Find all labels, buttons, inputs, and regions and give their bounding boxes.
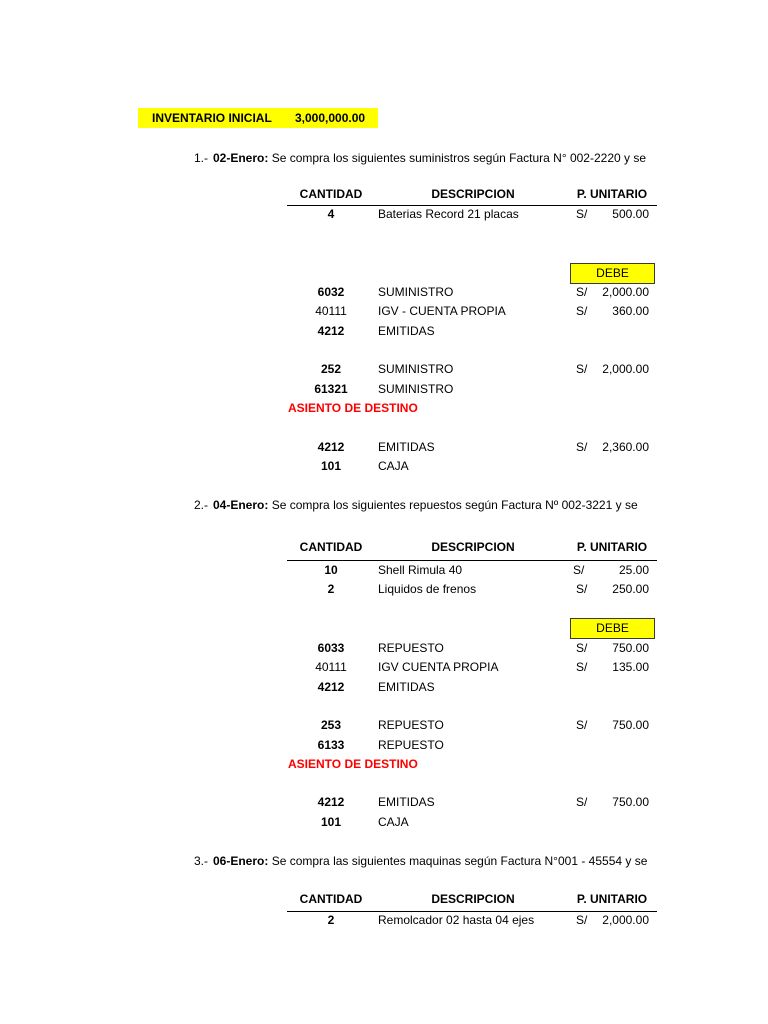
account-name: IGV - CUENTA PROPIA (378, 304, 506, 318)
account-code: 40111 (315, 304, 347, 318)
inventario-inicial-cell (138, 108, 378, 128)
currency: S/ (576, 660, 588, 674)
journal-entry-row (287, 737, 657, 753)
journal-entry-row (287, 458, 657, 474)
section-1-number: 1.- (193, 151, 208, 165)
header-descripcion: DESCRIPCION (431, 187, 515, 201)
account-code: 4212 (317, 440, 345, 454)
account-name: CAJA (378, 815, 409, 829)
amount: 2,000.00 (602, 285, 649, 299)
product-descripcion: Baterias Record 21 placas (378, 207, 519, 221)
inventario-inicial-value: 3,000,000.00 (295, 111, 366, 125)
section-2-text: Se compra los siguientes repuestos según Factura Nº 002-3221 y se (271, 498, 638, 512)
account-name: REPUESTO (378, 641, 444, 655)
product-precio: 2,000.00 (602, 913, 649, 927)
inventario-inicial-label: INVENTARIO INICIAL (152, 111, 272, 125)
section-1-table-header (287, 186, 657, 202)
section-3-date: 06-Enero: (213, 854, 269, 868)
section-1-text: Se compra los siguientes suministros según Factura N° 002-2220 y se (271, 151, 647, 165)
section-1-product-row (287, 206, 657, 222)
product-descripcion: Remolcador 02 hasta 04 ejes (378, 913, 535, 927)
section-2-debe-header: DEBE (570, 618, 655, 639)
account-code: 4212 (317, 324, 345, 338)
amount: 750.00 (612, 641, 649, 655)
header-p-unitario: P. UNITARIO (576, 187, 648, 201)
account-code: 61321 (314, 382, 348, 396)
account-name: CAJA (378, 459, 409, 473)
section-3-table-header (287, 891, 657, 907)
journal-entry-row (287, 303, 657, 319)
journal-entry-row (287, 323, 657, 339)
amount: 135.00 (612, 660, 649, 674)
account-name: SUMINISTRO (378, 285, 454, 299)
product-moneda: S/ (573, 563, 585, 577)
journal-entry-row (287, 640, 657, 656)
account-name: SUMINISTRO (378, 362, 454, 376)
currency: S/ (576, 641, 588, 655)
account-name: EMITIDAS (378, 795, 435, 809)
section-2-number: 2.- (193, 498, 208, 512)
account-name: EMITIDAS (378, 440, 435, 454)
product-precio: 25.00 (618, 563, 649, 577)
section-2-product-row (287, 581, 657, 597)
section-2-asiento-destino-label: ASIENTO DE DESTINO (288, 757, 418, 771)
amount: 360.00 (612, 304, 649, 318)
account-code: 6133 (317, 738, 345, 752)
currency: S/ (576, 362, 588, 376)
journal-entry-row (287, 717, 657, 733)
section-1-debe-header: DEBE (570, 263, 655, 284)
section-2-product-row (287, 562, 657, 578)
section-3-product-row (287, 912, 657, 928)
product-precio: 250.00 (612, 582, 649, 596)
account-code: 6033 (317, 641, 345, 655)
product-moneda: S/ (576, 913, 588, 927)
amount: 2,000.00 (602, 362, 649, 376)
product-cantidad: 4 (327, 207, 335, 221)
account-code: 101 (320, 459, 342, 473)
journal-entry-row (287, 439, 657, 455)
account-code: 252 (320, 362, 342, 376)
journal-entry-row (287, 381, 657, 397)
journal-entry-row (287, 361, 657, 377)
account-name: SUMINISTRO (378, 382, 454, 396)
currency: S/ (576, 304, 588, 318)
account-name: IGV CUENTA PROPIA (378, 660, 499, 674)
account-code: 40111 (315, 660, 347, 674)
product-descripcion: Liquidos de frenos (378, 582, 477, 596)
amount: 750.00 (612, 795, 649, 809)
account-name: EMITIDAS (378, 324, 435, 338)
account-name: EMITIDAS (378, 680, 435, 694)
product-cantidad: 2 (327, 582, 335, 596)
section-2-header-rule (287, 560, 657, 561)
section-3-intro (213, 853, 657, 869)
product-cantidad: 10 (324, 563, 338, 577)
currency: S/ (576, 440, 588, 454)
section-2-intro (213, 497, 657, 513)
section-2-table-header (287, 539, 657, 555)
section-3-number: 3.- (193, 854, 208, 868)
journal-entry-row (287, 814, 657, 830)
section-1-asiento-destino-label: ASIENTO DE DESTINO (288, 401, 418, 415)
header-descripcion: DESCRIPCION (431, 892, 515, 906)
amount: 2,360.00 (602, 440, 649, 454)
account-name: REPUESTO (378, 738, 444, 752)
header-cantidad: CANTIDAD (299, 892, 363, 906)
account-name: REPUESTO (378, 718, 444, 732)
account-code: 4212 (317, 680, 345, 694)
product-descripcion: Shell Rimula 40 (378, 563, 463, 577)
header-descripcion: DESCRIPCION (431, 540, 515, 554)
journal-entry-row (287, 284, 657, 300)
header-p-unitario: P. UNITARIO (576, 892, 648, 906)
account-code: 4212 (317, 795, 345, 809)
currency: S/ (576, 795, 588, 809)
journal-entry-row (287, 794, 657, 810)
journal-entry-row (287, 679, 657, 695)
header-cantidad: CANTIDAD (299, 187, 363, 201)
section-1-date: 02-Enero: (213, 151, 269, 165)
account-code: 101 (320, 815, 342, 829)
section-2-date: 04-Enero: (213, 498, 269, 512)
section-3-text: Se compra las siguientes maquinas según Factura N°001 - 45554 y se (271, 854, 648, 868)
account-code: 6032 (317, 285, 345, 299)
header-p-unitario: P. UNITARIO (576, 540, 648, 554)
currency: S/ (576, 718, 588, 732)
journal-entry-row (287, 659, 657, 675)
amount: 750.00 (612, 718, 649, 732)
currency: S/ (576, 285, 588, 299)
section-1-intro (213, 150, 657, 166)
product-moneda: S/ (576, 207, 588, 221)
account-code: 253 (320, 718, 342, 732)
product-moneda: S/ (576, 582, 588, 596)
header-cantidad: CANTIDAD (299, 540, 363, 554)
product-precio: 500.00 (612, 207, 649, 221)
product-cantidad: 2 (327, 913, 335, 927)
